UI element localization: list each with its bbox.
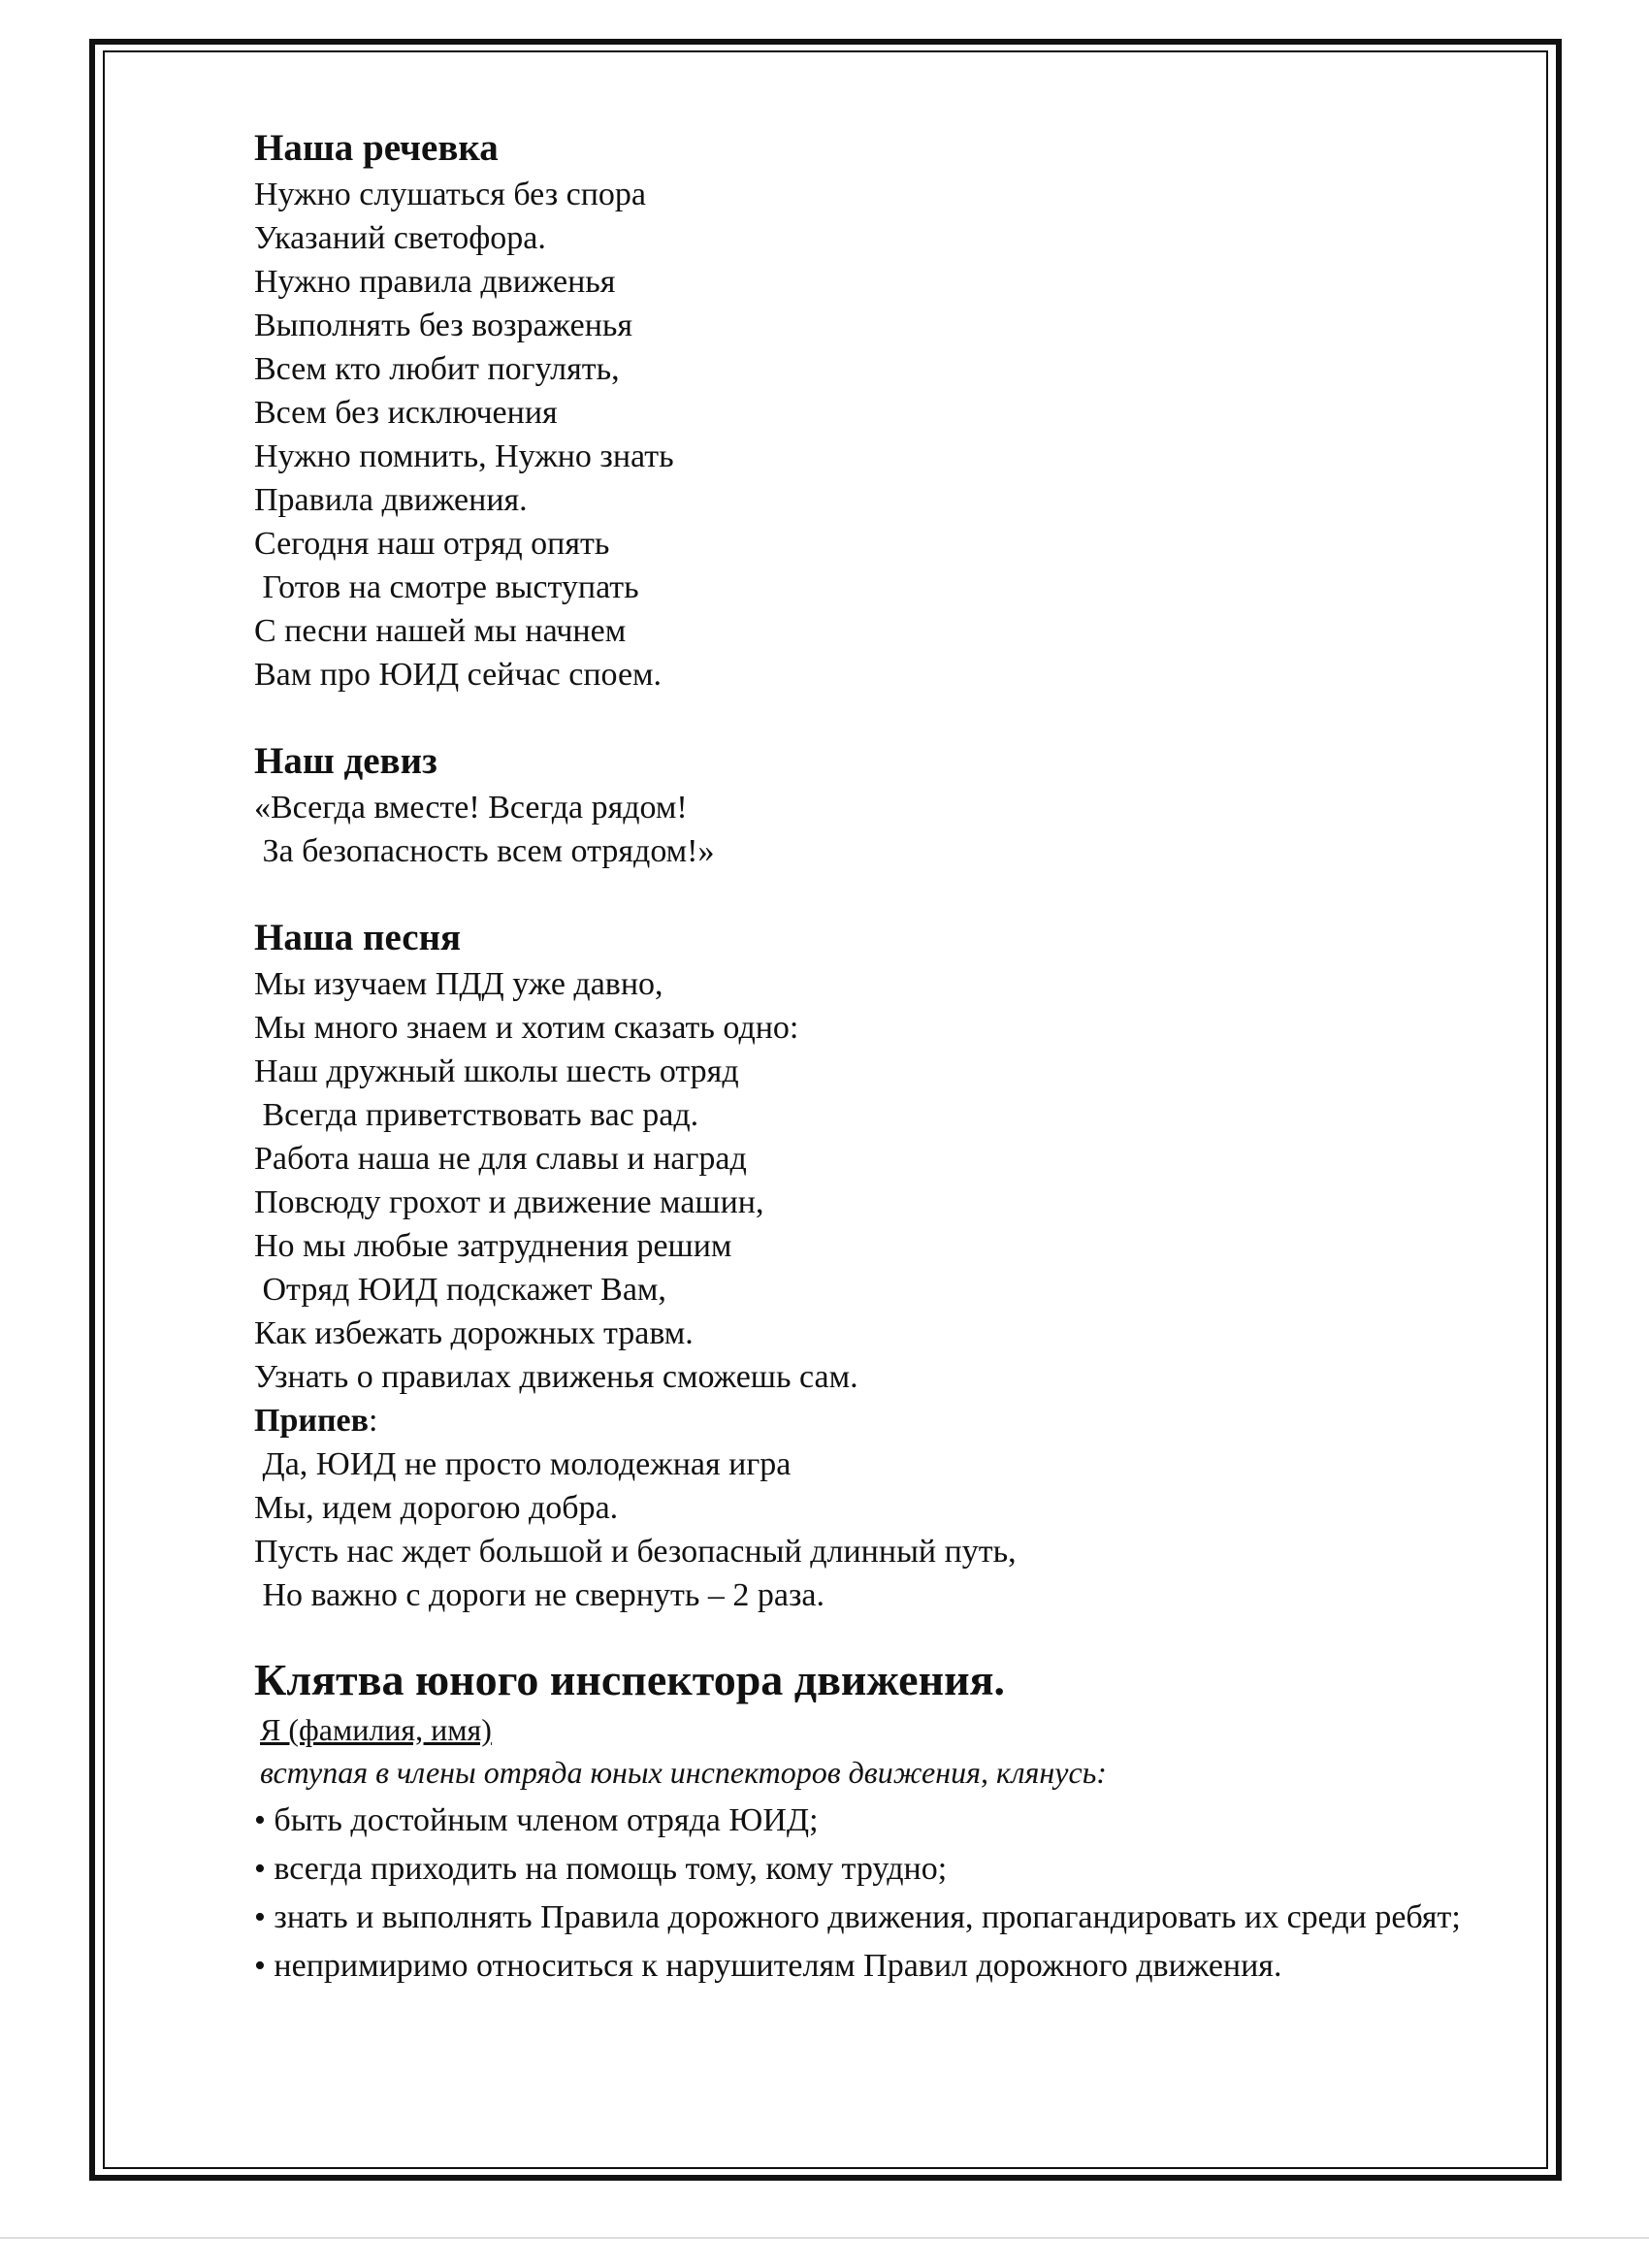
- deviz-section: [254, 737, 1515, 873]
- oath-item: • непримиримо относиться к нарушителям Правил дорожного движения.: [254, 1948, 1282, 1984]
- song-line: Работа наша не для славы и наград: [254, 1141, 747, 1177]
- rechevka-line: Выполнять без возраженья: [254, 308, 633, 343]
- chorus-colon: :: [369, 1403, 378, 1439]
- rechevka-line: Нужно правила движенья: [254, 264, 616, 300]
- rechevka-line: Всем кто любит погулять,: [254, 351, 620, 387]
- song-line: Узнать о правилах движенья сможешь сам.: [254, 1359, 858, 1395]
- rechevka-line: Указаний светофора.: [254, 220, 546, 256]
- oath-name-line: Я (фамилия, имя): [260, 1712, 492, 1747]
- rechevka-title: Наша речевка: [254, 127, 499, 169]
- oath-item: • всегда приходить на помощь тому, кому трудно;: [254, 1851, 948, 1887]
- rechevka-line: Правила движения.: [254, 482, 528, 518]
- song-line: Как избежать дорожных травм.: [254, 1315, 694, 1351]
- deviz-line: За безопасность всем отрядом!»: [254, 833, 715, 869]
- rechevka-line: Готов на смотре выступать: [254, 569, 639, 605]
- document-body: [254, 124, 1515, 1988]
- song-section: [254, 914, 1515, 1617]
- song-line: Повсюду грохот и движение машин,: [254, 1184, 764, 1220]
- oath-item: • быть достойным членом отряда ЮИД;: [254, 1802, 819, 1838]
- oath-intro: вступая в члены отряда юных инспекторов движения, клянусь:: [260, 1755, 1107, 1790]
- song-title: Наша песня: [254, 917, 462, 958]
- oath-item: • знать и выполнять Правила дорожного движения, пропагандировать их среди ребят;: [254, 1899, 1461, 1935]
- rechevka-line: Нужно слушаться без спора: [254, 177, 646, 212]
- scan-bottom-edge: [0, 2237, 1649, 2239]
- rechevka-line: Вам про ЮИД сейчас споем.: [254, 657, 663, 693]
- deviz-title: Наш девиз: [254, 740, 437, 782]
- chorus-line: Мы, идем дорогою добра.: [254, 1490, 619, 1526]
- rechevka-line: С песни нашей мы начнем: [254, 613, 627, 649]
- section-gap: [254, 1617, 1515, 1652]
- section-gap: [254, 873, 1515, 914]
- rechevka-line: Нужно помнить, Нужно знать: [254, 438, 674, 474]
- song-line: Наш дружный школы шесть отряд: [254, 1053, 739, 1089]
- chorus-line: Но важно с дороги не свернуть – 2 раза.: [254, 1577, 824, 1613]
- deviz-line: «Всегда вместе! Всегда рядом!: [254, 790, 688, 826]
- song-line: Отряд ЮИД подскажет Вам,: [254, 1272, 666, 1308]
- song-line: Мы много знаем и хотим сказать одно:: [254, 1010, 799, 1046]
- song-line: Мы изучаем ПДД уже давно,: [254, 966, 663, 1002]
- oath-title: Клятва юного инспектора движения.: [254, 1655, 1005, 1704]
- chorus-line: Пусть нас ждет большой и безопасный длинный путь,: [254, 1534, 1017, 1570]
- rechevka-line: Всем без исключения: [254, 395, 558, 431]
- chorus-heading: [254, 1399, 1515, 1442]
- rechevka-line: Сегодня наш отряд опять: [254, 526, 610, 562]
- rechevka-section: [254, 124, 1515, 697]
- chorus-line: Да, ЮИД не просто молодежная игра: [254, 1446, 792, 1482]
- oath-section: [254, 1652, 1515, 1988]
- chorus-label: Припев: [254, 1403, 369, 1439]
- song-line: Всегда приветствовать вас рад.: [254, 1097, 699, 1133]
- song-line: Но мы любые затруднения решим: [254, 1228, 732, 1264]
- section-gap: [254, 697, 1515, 737]
